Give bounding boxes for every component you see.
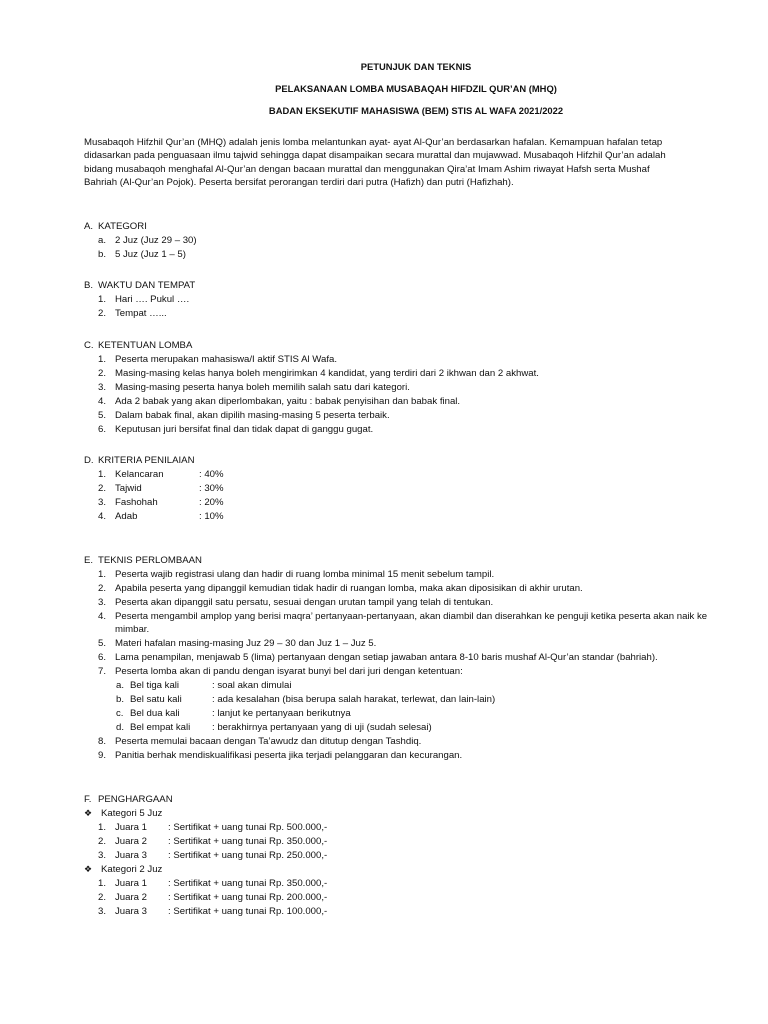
award-row: 3. Juara 3 : Sertifikat + uang tunai Rp. 250.000,- (98, 849, 328, 861)
title-line-3: BADAN EKSEKUTIF MAHASISWA (BEM) STIS AL WAFA 2021/2022 (268, 105, 564, 116)
criteria-row: 1. Kelancaran : 40% (98, 469, 224, 480)
section-ketentuan-lomba (84, 339, 708, 437)
list-item: 1. Peserta merupakan mahasiswa/I aktif STIS Al Wafa. (98, 353, 337, 365)
award-row: 2. Juara 2 : Sertifikat + uang tunai Rp. 350.000,- (98, 835, 328, 847)
award-row: 3. Juara 3 : Sertifikat + uang tunai Rp. 100.000,- (98, 905, 328, 917)
criteria-row: 4. Adab : 10% (98, 511, 224, 522)
list-item: b. 5 Juz (Juz 1 – 5) (98, 248, 186, 260)
list-item: 3. Peserta akan dipanggil satu persatu, sesuai dengan urutan tampil yang telah di tentukan. (98, 596, 494, 608)
list-item: 2. Masing-masing kelas hanya boleh mengirimkan 4 kandidat, yang terdiri dari 2 ikhwan dan 2 akhwat. (98, 367, 539, 379)
award-row: 2. Juara 2 : Sertifikat + uang tunai Rp. 200.000,- (98, 891, 328, 903)
section-heading: E. TEKNIS PERLOMBAAN (84, 554, 202, 566)
intro-line: Bahriah (Al-Qur’an Pojok). Peserta bersifat perorangan terdiri dari putra (Hafizh) dan putri (Hafizhah). (84, 177, 514, 188)
criteria-row: 2. Tajwid : 30% (98, 483, 224, 494)
list-item: 9. Panitia berhak mendiskualifikasi peserta jika terjadi pelanggaran dan kecurangan. (98, 750, 463, 761)
section-heading: A. KATEGORI (84, 220, 147, 232)
diamond-bullet-icon: ❖ (84, 863, 93, 874)
intro-line: Musabaqoh Hifzhil Qur’an (MHQ) adalah jenis lomba melantunkan ayat- ayat Al-Qur’an berdasarkan hafalan. Kemampuan hafalan tetap (84, 136, 663, 148)
section-kriteria-penilaian (84, 454, 708, 524)
list-item: 2. Apabila peserta yang dipanggil kemudian tidak hadir di ruangan lomba, maka akan diposisikan di akhir urutan. (98, 582, 583, 594)
bell-rule: c. Bel dua kali : lanjut ke pertanyaan berikutnya (116, 708, 351, 719)
bell-rule: a. Bel tiga kali : soal akan dimulai (116, 680, 292, 691)
list-item: 4. Ada 2 babak yang akan diperlombakan, yaitu : babak penyisihan dan babak final. (98, 395, 461, 407)
title-line-1: PETUNJUK DAN TEKNIS (360, 61, 472, 72)
list-item: 5. Dalam babak final, akan dipilih masing-masing 5 peserta terbaik. (98, 409, 390, 421)
title-line-2: PELAKSANAAN LOMBA MUSABAQAH HIFDZIL QUR’AN (MHQ) (275, 83, 557, 94)
intro-line: didasarkan pada penguasaan ilmu tajwid sehingga dapat disampaikan secara murattal dan mujawwad. Musabaqoh Hifzhil Qur’an adalah (84, 150, 666, 161)
award-category: ❖ Kategori 2 Juz (84, 863, 163, 875)
section-penghargaan (84, 793, 708, 919)
diamond-bullet-icon: ❖ (84, 807, 93, 818)
criteria-row: 3. Fashohah : 20% (98, 497, 224, 508)
award-row: 1. Juara 1 : Sertifikat + uang tunai Rp. 500.000,- (98, 821, 328, 833)
intro-paragraph (84, 136, 708, 190)
list-item: 1. Peserta wajib registrasi ulang dan hadir di ruang lomba minimal 15 menit sebelum tampil. (98, 568, 495, 580)
section-teknis-perlombaan (84, 554, 708, 763)
list-item: 8. Peserta memulai bacaan dengan Ta’awudz dan ditutup dengan Tashdiq. (98, 736, 422, 747)
document-titles (124, 60, 708, 118)
section-kategori (84, 220, 708, 262)
list-item: 1. Hari …. Pukul …. (98, 294, 190, 305)
section-heading: F. PENGHARGAAN (84, 793, 173, 805)
list-item: a. 2 Juz (Juz 29 – 30) (98, 234, 197, 246)
bell-rule: d. Bel empat kali : berakhirnya pertanyaan yang di uji (sudah selesai) (116, 722, 432, 733)
list-item: 7. Peserta lomba akan di pandu dengan isyarat bunyi bel dari juri dengan ketentuan: (98, 666, 463, 677)
list-item: 4. Peserta mengambil amplop yang berisi maqra’ pertanyaan-pertanyaan, akan diambil dan diserahkan ke penguji ketika peserta akan naik ke mimbar. (98, 610, 708, 635)
section-heading: D. KRITERIA PENILAIAN (84, 455, 195, 466)
list-item: 3. Masing-masing peserta hanya boleh memilih salah satu dari kategori. (98, 381, 410, 393)
intro-line: bidang musabaqoh menghafal Al-Qur’an dengan bacaan murattal dan menggunakan Qira’at Imam Ashim riwayat Hafsh serta Mushaf (84, 163, 650, 175)
bell-rule: b. Bel satu kali : ada kesalahan (bisa berupa salah harakat, terlewat, dan lain-lain) (116, 694, 496, 705)
award-row: 1. Juara 1 : Sertifikat + uang tunai Rp. 350.000,- (98, 877, 328, 889)
list-item: 2. Tempat …... (98, 308, 167, 319)
list-item: 6. Keputusan juri bersifat final dan tidak dapat di ganggu gugat. (98, 423, 374, 435)
section-heading: B. WAKTU DAN TEMPAT (84, 280, 196, 291)
list-item: 6. Lama penampilan, menjawab 5 (lima) pertanyaan dengan setiap jawaban antara 8-10 baris mushaf Al-Qur’an standar (bahriah). (98, 652, 658, 663)
section-heading: C. KETENTUAN LOMBA (84, 339, 193, 351)
section-waktu-tempat (84, 279, 708, 321)
list-item: 5. Materi hafalan masing-masing Juz 29 – 30 dan Juz 1 – Juz 5. (98, 638, 377, 649)
award-category: ❖ Kategori 5 Juz (84, 807, 163, 819)
